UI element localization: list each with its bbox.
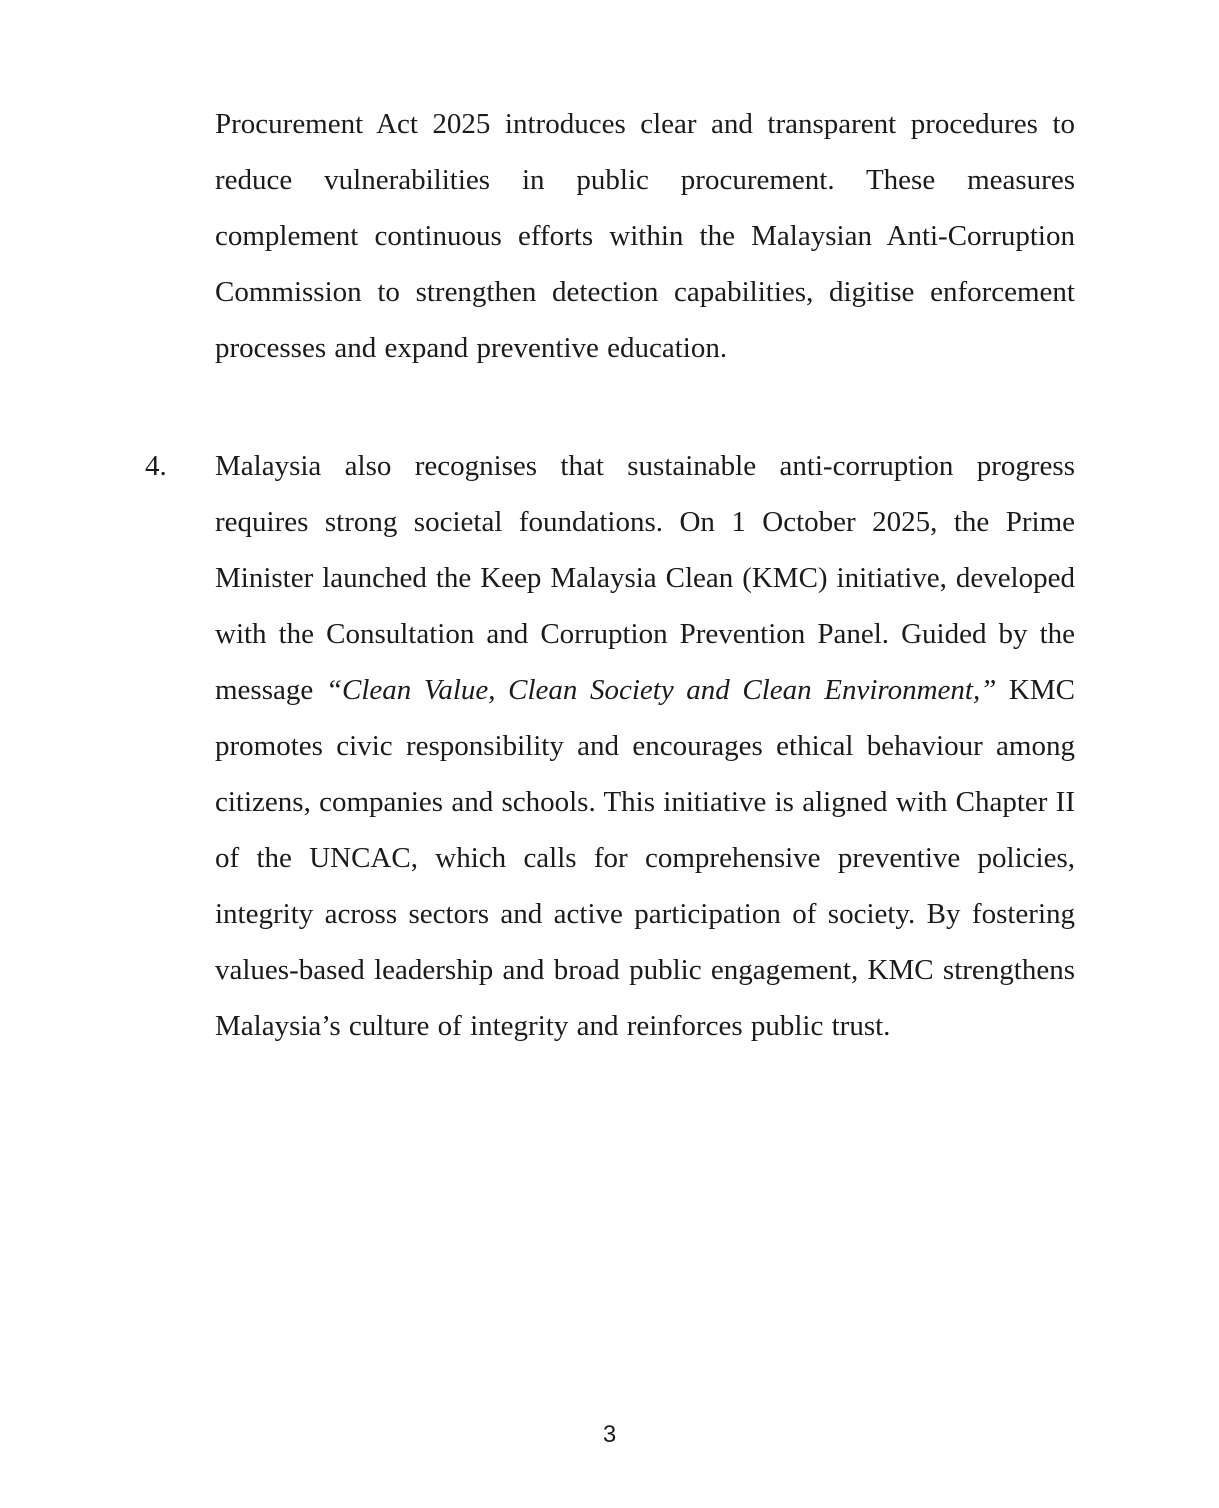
paragraph-4 xyxy=(145,438,1075,1054)
paragraph-text: Procurement Act 2025 introduces clear and transparent procedures to reduce vulnerabilities in public procurement. These measures complement continuous efforts within the Malaysian Anti-Corruption Commission to strengthen detection capabilities, digitise enforcement processes and expand preventive education. xyxy=(215,108,1075,364)
page-footer xyxy=(0,1420,1219,1450)
page-number: 3 xyxy=(602,1421,617,1448)
paragraph-number: 4. xyxy=(145,450,167,482)
document-body xyxy=(145,96,1075,1054)
paragraph-text: Malaysia also recognises that sustainable anti-corruption progress requires strong societal foundations. On 1 October 2025, the Prime Minister launched the Keep Malaysia Clean (KMC) initiative, developed with the Consultation and Corruption Prevention Panel. Guided by the message “Clean Value, Clean Society and Clean Environment,” KMC promotes civic responsibility and encourages ethical behaviour among citizens, companies and schools. This initiative is aligned with Chapter II of the UNCAC, which calls for comprehensive preventive policies, integrity across sectors and active participation of society. By fostering values-based leadership and broad public engagement, KMC strengthens Malaysia’s culture of integrity and reinforces public trust. xyxy=(215,450,1076,1042)
paragraph-continuation xyxy=(145,96,1075,376)
